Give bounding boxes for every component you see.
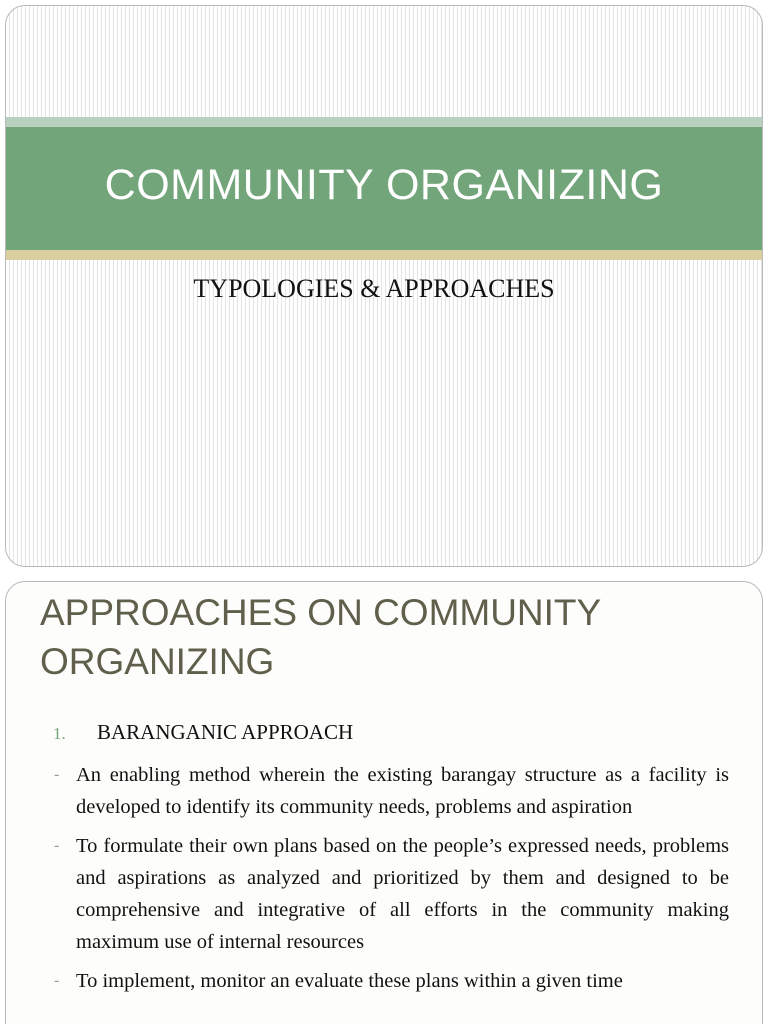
title-band-top-stripe: [6, 117, 762, 127]
dash-bullet-icon: -: [54, 766, 60, 783]
dash-bullet-icon: -: [54, 972, 60, 989]
title-slide: [5, 5, 763, 567]
content-slide-title: APPROACHES ON COMMUNITY ORGANIZING: [40, 592, 601, 682]
list-item: [52, 759, 729, 823]
title-band: [6, 127, 762, 250]
dash-bullet-icon: -: [54, 837, 60, 854]
bullet-text: To implement, monitor an evaluate these plans within a given time: [76, 970, 623, 992]
list-item: [52, 830, 729, 958]
bullet-text: To formulate their own plans based on the people’s expressed needs, problems and aspirations as analyzed and prioritized by them and designed to be comprehensive and integrative of all efforts in the community making maximum use of internal resources: [76, 835, 729, 953]
bullet-list: [52, 759, 729, 1004]
section-heading-text: BARANGANIC APPROACH: [97, 720, 354, 744]
slide-title: COMMUNITY ORGANIZING: [104, 161, 664, 209]
section-number: 1.: [53, 724, 66, 743]
bullet-text: An enabling method wherein the existing barangay structure as a facility is developed to identify its community needs, problems and aspiration: [76, 764, 729, 818]
list-item: [52, 965, 729, 997]
slide-subtitle: TYPOLOGIES & APPROACHES: [193, 274, 555, 303]
title-band-bottom-stripe: [6, 250, 762, 260]
section-heading: [53, 720, 353, 745]
content-slide: [5, 581, 763, 1024]
